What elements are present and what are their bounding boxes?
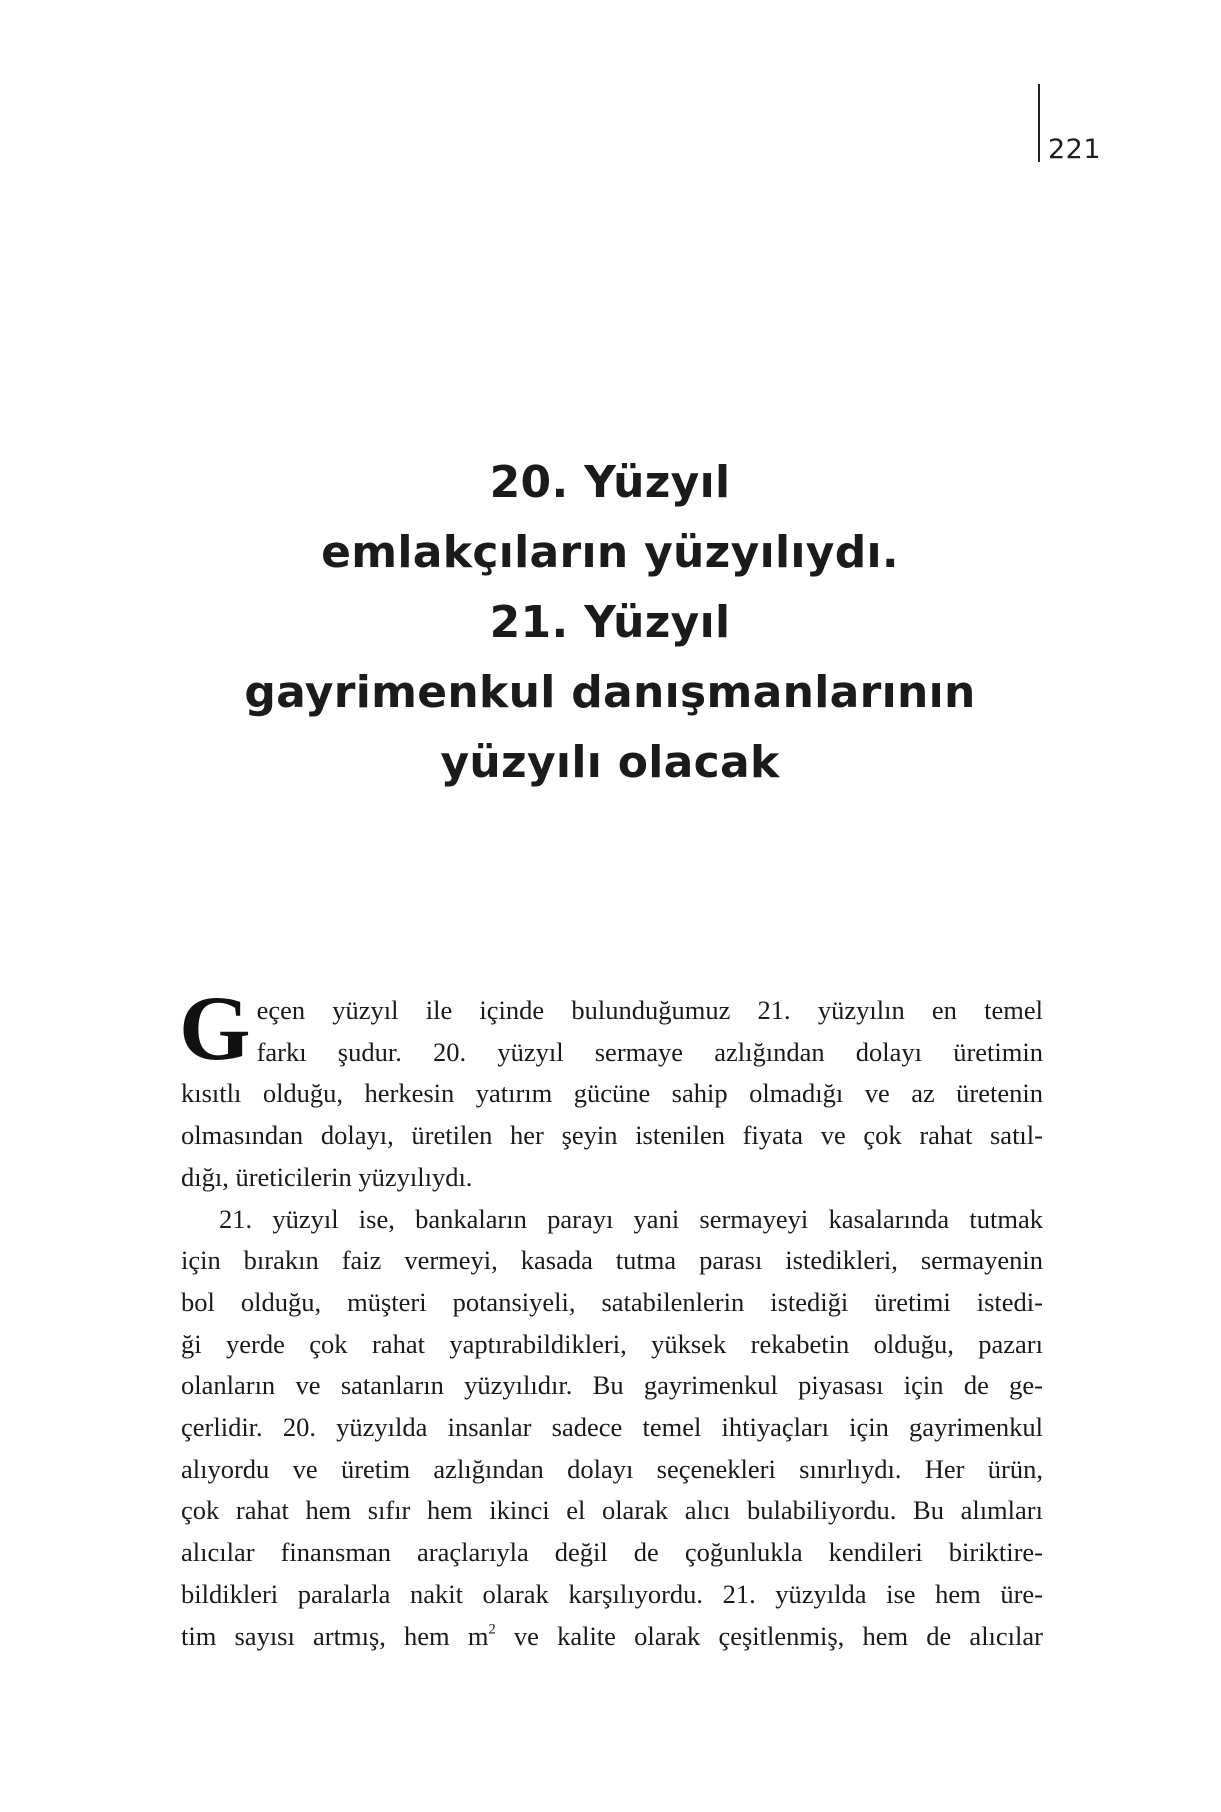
paragraph-line-last xyxy=(181,1616,1043,1658)
paragraph-line: çok rahat hem sıfır hem ikinci el olarak alıcı bulabiliyordu. Bu alımları xyxy=(181,1495,1043,1526)
paragraph-line: dığı, üreticilerin yüzyılıydı. xyxy=(181,1161,473,1192)
page-number-rule xyxy=(1038,84,1040,162)
line-text: ve kalite olarak çeşitlenmiş, hem de alıcılar xyxy=(495,1620,1043,1651)
paragraph-line: bildikleri paralarla nakit olarak karşılıyordu. 21. yüzyılda ise hem üre- xyxy=(181,1578,1043,1609)
superscript: 2 xyxy=(488,1620,496,1637)
drop-cap: G xyxy=(179,977,251,1079)
paragraph-line: eçen yüzyıl ile içinde bulunduğumuz 21. yüzyılın en temel xyxy=(256,995,1043,1025)
paragraph-line: için bırakın faiz vermeyi, kasada tutma parası istedikleri, sermayenin xyxy=(181,1245,1043,1276)
paragraph-line: 21. yüzyıl ise, bankaların parayı yani sermayeyi kasalarında tutmak xyxy=(219,1203,1043,1234)
chapter-title-line: 20. Yüzyıl xyxy=(489,457,731,508)
page-number: 221 xyxy=(1048,134,1102,165)
paragraph-line: kısıtlı olduğu, herkesin yatırım gücüne sahip olmadığı ve az üretenin xyxy=(181,1078,1043,1109)
chapter-title-line: 21. Yüzyıl xyxy=(489,597,731,648)
paragraph-line: çerlidir. 20. yüzyılda insanlar sadece temel ihtiyaçları için gayrimenkul xyxy=(181,1412,1043,1443)
paragraph-line: ği yerde çok rahat yaptırabildikleri, yüksek rekabetin olduğu, pazarı xyxy=(181,1328,1043,1359)
paragraph-line: bol olduğu, müşteri potansiyeli, satabilenlerin istediği üretimi istedi- xyxy=(181,1286,1043,1317)
chapter-title-line: yüzyılı olacak xyxy=(440,737,780,788)
chapter-title xyxy=(160,448,1060,798)
paragraph-line: olmasından dolayı, üretilen her şeyin istenilen fiyata ve çok rahat satıl- xyxy=(181,1120,1043,1151)
paragraph-line: alıyordu ve üretim azlığından dolayı seçenekleri sınırlıydı. Her ürün, xyxy=(181,1453,1043,1484)
chapter-title-line: gayrimenkul danışmanlarının xyxy=(244,667,976,718)
line-text: tim sayısı artmış, hem m xyxy=(181,1620,489,1651)
body-text xyxy=(179,977,1043,1657)
chapter-title-line: emlakçıların yüzyılıydı. xyxy=(321,527,899,578)
paragraph-line: alıcılar finansman araçlarıyla değil de çoğunlukla kendileri biriktire- xyxy=(181,1537,1043,1568)
paragraph-line: olanların ve satanların yüzyılıdır. Bu gayrimenkul piyasası için de ge- xyxy=(181,1370,1043,1401)
paragraph-line: farkı şudur. 20. yüzyıl sermaye azlığından dolayı üretimin xyxy=(256,1036,1043,1067)
